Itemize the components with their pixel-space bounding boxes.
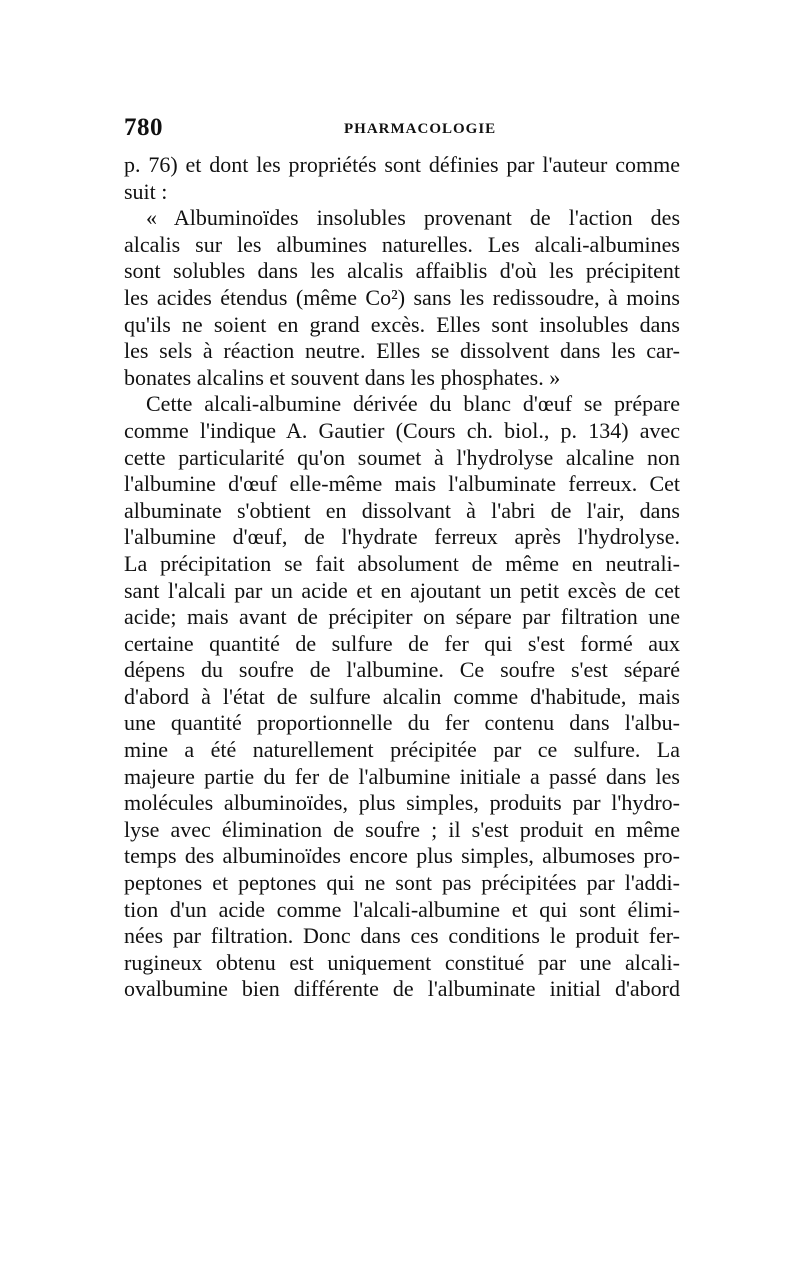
text-line: molécules albuminoïdes, plus simples, produits par l'hydro- bbox=[124, 790, 680, 816]
text-line: nées par filtration. Donc dans ces conditions le produit fer- bbox=[124, 923, 680, 949]
text-line: une quantité proportionnelle du fer contenu dans l'albu- bbox=[124, 710, 680, 736]
text-line: acide; mais avant de précipiter on sépare par filtration une bbox=[124, 604, 680, 630]
text-line: rugineux obtenu est uniquement constitué par une alcali- bbox=[124, 949, 680, 975]
text-line: qu'ils ne soient en grand excès. Elles sont insolubles dans bbox=[124, 311, 680, 337]
text-line: albuminate s'obtient en dissolvant à l'abri de l'air, dans bbox=[124, 497, 680, 523]
text-line: majeure partie du fer de l'albumine initiale a passé dans les bbox=[124, 763, 680, 789]
text-line: dépens du soufre de l'albumine. Ce soufre s'est séparé bbox=[124, 657, 680, 683]
text-line: La précipitation se fait absolument de même en neutrali- bbox=[124, 550, 680, 576]
text-line: peptones et peptones qui ne sont pas précipitées par l'addi- bbox=[124, 870, 680, 896]
body-text bbox=[124, 152, 680, 1003]
text-line: « Albuminoïdes insolubles provenant de l'action des bbox=[146, 205, 680, 231]
text-line: sont solubles dans les alcalis affaiblis d'où les précipitent bbox=[124, 258, 680, 284]
text-line: Cette alcali-albumine dérivée du blanc d'œuf se prépare bbox=[146, 391, 680, 417]
running-title: PHARMACOLOGIE bbox=[344, 121, 497, 137]
text-line: tion d'un acide comme l'alcali-albumine et qui sont élimi- bbox=[124, 896, 680, 922]
text-line: certaine quantité de sulfure de fer qui s'est formé aux bbox=[124, 630, 680, 656]
text-line: temps des albuminoïdes encore plus simples, albumoses pro- bbox=[124, 843, 680, 869]
text-line: l'albumine d'œuf, de l'hydrate ferreux après l'hydrolyse. bbox=[124, 524, 680, 550]
text-line: d'abord à l'état de sulfure alcalin comme d'habitude, mais bbox=[124, 683, 680, 709]
text-line: les acides étendus (même Co²) sans les redissoudre, à moins bbox=[124, 284, 680, 310]
text-line: mine a été naturellement précipitée par ce sulfure. La bbox=[124, 737, 680, 763]
text-line: ovalbumine bien différente de l'albuminate initial d'abord bbox=[124, 976, 680, 1002]
page-header bbox=[124, 114, 680, 144]
text-line: alcalis sur les albumines naturelles. Les alcali-albumines bbox=[124, 231, 680, 257]
text-line: cette particularité qu'on soumet à l'hydrolyse alcaline non bbox=[124, 444, 680, 470]
text-line: bonates alcalins et souvent dans les phosphates. » bbox=[124, 364, 561, 390]
text-line: lyse avec élimination de soufre ; il s'est produit en même bbox=[124, 816, 680, 842]
page-number: 780 bbox=[124, 114, 163, 141]
text-line: comme l'indique A. Gautier (Cours ch. biol., p. 134) avec bbox=[124, 417, 680, 443]
text-line: suit : bbox=[124, 178, 168, 204]
text-line: p. 76) et dont les propriétés sont définies par l'auteur comme bbox=[124, 152, 680, 177]
text-line: sant l'alcali par un acide et en ajoutant un petit excès de cet bbox=[124, 577, 680, 603]
text-line: l'albumine d'œuf elle-même mais l'albuminate ferreux. Cet bbox=[124, 471, 680, 497]
text-line: les sels à réaction neutre. Elles se dissolvent dans les car- bbox=[124, 338, 680, 364]
